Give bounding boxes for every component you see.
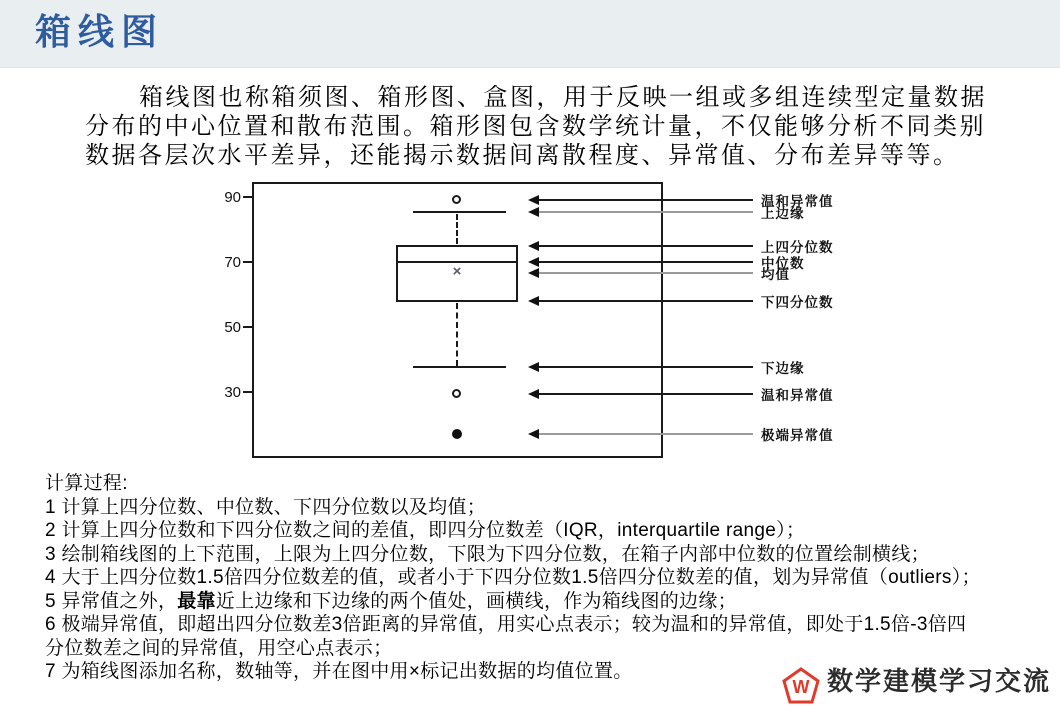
lower-whisker-dash — [456, 303, 458, 366]
process-step: 3 绘制箱线图的上下范围，上限为上四分位数，下限为下四分位数，在箱子内部中位数的位置绘制横线； — [45, 543, 930, 565]
intro-paragraph — [85, 84, 990, 171]
process-section — [45, 472, 1035, 684]
process-heading: 计算过程: — [45, 473, 128, 494]
y-tick-label: 50 — [224, 319, 241, 336]
annotation-upper-quartile — [528, 239, 834, 253]
y-tick-mark — [243, 196, 252, 198]
arrow-line — [539, 211, 753, 213]
y-tick-mark — [243, 261, 252, 263]
extreme-outlier-point — [452, 429, 462, 439]
arrow-left-icon — [528, 362, 539, 372]
process-step: 4 大于上四分位数1.5倍四分位数差的值，或者小于下四分位数1.5倍四分位数差的值，划为异常值（outliers）； — [45, 567, 981, 588]
process-step: 6 极端异常值，即超出四分位数差3倍距离的异常值，用实心点表示；较为温和的异常值，即处于1.5倍-3倍四 — [45, 614, 967, 635]
arrow-left-icon — [528, 296, 539, 306]
y-tick-label: 70 — [224, 254, 241, 271]
arrow-line — [539, 366, 753, 368]
arrow-left-icon — [528, 268, 539, 278]
arrow-line — [539, 272, 753, 274]
arrow-line — [539, 300, 753, 302]
annotation-upper-edge — [528, 205, 805, 219]
process-step-text: 近上边缘和下边缘的两个值处，画横线，作为箱线图的边缘； — [215, 590, 737, 612]
logo-text: 数学建模学习交流 — [827, 666, 1052, 696]
annotation-label: 极端异常值 — [761, 428, 834, 443]
y-tick-label: 90 — [224, 189, 241, 206]
arrow-left-icon — [528, 241, 539, 251]
arrow-line — [539, 433, 753, 435]
process-step-text: 5 异常值之外， — [45, 590, 178, 612]
mild-outlier-bottom-point — [452, 389, 461, 398]
annotation-mild-outlier-bottom — [528, 387, 834, 401]
annotation-label: 下四分位数 — [761, 295, 834, 310]
upper-whisker-dash — [456, 214, 458, 244]
y-tick-mark — [243, 391, 252, 393]
process-step: 1 计算上四分位数、中位数、下四分位数以及均值； — [45, 496, 487, 518]
arrow-line — [539, 393, 753, 395]
annotation-lower-quartile — [528, 294, 834, 308]
header-band — [0, 0, 1060, 68]
process-step: 2 计算上四分位数和下四分位数之间的差值，即四分位数差（IQR，interquartile range）； — [45, 520, 806, 541]
lower-whisker-cap — [413, 366, 506, 368]
process-step-bold-text: 最靠 — [177, 590, 216, 612]
mean-marker: × — [452, 263, 462, 280]
annotation-label: 中位数 — [761, 256, 805, 271]
annotation-label: 均值 — [761, 267, 790, 282]
arrow-left-icon — [528, 207, 539, 217]
arrow-line — [539, 199, 753, 201]
y-tick-label: 30 — [224, 384, 241, 401]
arrow-line — [539, 261, 753, 263]
annotation-label: 下边缘 — [761, 361, 805, 376]
annotation-mean — [528, 266, 790, 280]
intro-line: 箱线图也称箱须图、箱形图、盒图，用于反映一组或多组连续型定量数据 — [139, 85, 987, 111]
arrow-left-icon — [528, 195, 539, 205]
process-step: 7 为箱线图添加名称，数轴等，并在图中用×标记出数据的均值位置。 — [45, 661, 633, 682]
mild-outlier-top-point — [452, 195, 461, 204]
intro-line: 数据各层次水平差异，还能揭示数据间离散程度、异常值、分布差异等等。 — [85, 143, 960, 169]
annotation-label: 温和异常值 — [761, 388, 834, 403]
upper-whisker-cap — [413, 211, 506, 213]
annotation-label: 上四分位数 — [761, 240, 834, 255]
svg-text:W: W — [792, 677, 810, 697]
brand-logo — [781, 666, 1051, 706]
process-step: 分位数差之间的异常值，用空心点表示； — [45, 637, 393, 659]
intro-line: 分布的中心位置和散布范围。箱形图包含数学统计量，不仅能够分析不同类别 — [85, 114, 986, 140]
process-step — [45, 590, 1035, 614]
arrow-line — [539, 245, 753, 247]
arrow-left-icon — [528, 429, 539, 439]
page-title: 箱线图 — [35, 12, 165, 52]
logo-badge-icon — [781, 666, 821, 706]
annotation-label: 上边缘 — [761, 206, 805, 221]
annotation-label: 温和异常值 — [761, 194, 834, 209]
y-tick-mark — [243, 326, 252, 328]
annotation-lower-edge — [528, 360, 805, 374]
arrow-left-icon — [528, 389, 539, 399]
annotation-extreme-outlier — [528, 427, 834, 441]
